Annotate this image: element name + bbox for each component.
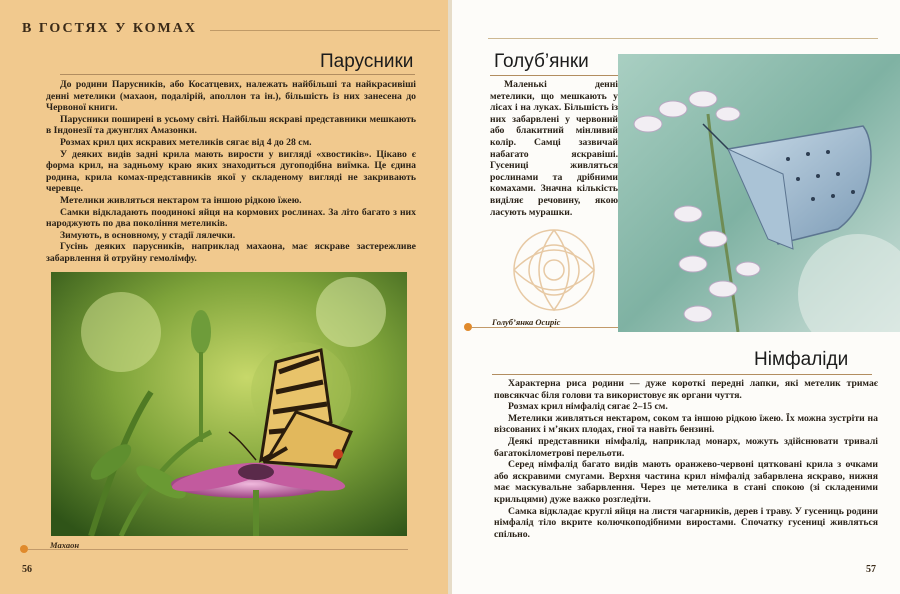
swallowtail-photo [51, 272, 407, 536]
paragraph: Розмах крил цих яскравих метеликів сягає від 4 до 28 см. [60, 136, 312, 148]
photo-caption: Махаон [50, 540, 80, 550]
parusnyky-text [46, 79, 416, 265]
paragraph: Метелики живляться нектаром та іншою рідкою їжею. [60, 194, 302, 206]
paragraph: Метелики живляться нектаром, соком та іншою рідкою їжею. Їх можна зустріти на візсованих і м’яких плодах, гної та навіть бензині. [494, 412, 878, 436]
paragraph: Маленькі денні метелики, що мешкають у лісах і на луках. Більшість із них забарвлені у червоний або блакитний мінливий колір. Самці зазвичай набагато яскравіші. Гусениці живляться рослинами та дрібними комахами. Значна кількість виділяє речовину, якою ласують мурашки. [490, 79, 618, 218]
section-rule [492, 374, 872, 375]
paragraph: Гусінь деяких парусників, наприклад махаона, має яскраве застережливе забарвлення й отруйну гемолімфу. [46, 241, 416, 264]
ornament-icon [494, 220, 614, 320]
paragraph: Парусники поширені в усьому світі. Найбільш яскраві представники мешкають в Індонезії та джунглях Амазонки. [46, 113, 416, 137]
page-number: 56 [22, 564, 32, 575]
paragraph: Зимують, в основному, у стадії лялечки. [60, 229, 236, 241]
caption-rule [472, 327, 618, 328]
section-rule [60, 74, 415, 75]
golubyanky-text [490, 79, 618, 218]
left-page [0, 0, 448, 594]
blue-butterfly-illustration [618, 54, 900, 332]
paragraph: Самки відкладають поодинокі яйця на кормових рослинах. За літо багато з них народжують по два покоління метеликів. [46, 206, 416, 230]
section-rule [490, 75, 618, 76]
paragraph: До родини Парусників, або Косатцевих, належать найбільші та найкрасивіші денні метелики (махаон, подалірій, аполлон та ін.), більшість із них занесена до Червоної книги. [46, 79, 416, 114]
paragraph: Деякі представники німфалід, наприклад монарх, можуть здійснювати тривалі багатокілометрові перельоти. [494, 435, 878, 459]
top-rule [488, 38, 878, 39]
photo-caption: Голуб’янка Осиріс [492, 317, 561, 327]
nimfalidy-text [494, 378, 878, 540]
page-number: 57 [866, 564, 876, 575]
paragraph: Самка відкладає круглі яйця на листя чагарників, дерев і траву. У гусениць родини німфалід тіло вкрите колючкоподібними виростами. Спочатку гусениці живляться спільно. [494, 505, 878, 540]
running-head: В ГОСТЯХ У КОМАХ [22, 21, 197, 36]
section-title-golubyanky: Голуб’янки [494, 51, 589, 72]
caption-bullet [464, 323, 472, 331]
blue-butterfly-photo [618, 54, 900, 332]
header-rule [210, 30, 440, 31]
section-title-nimfalidy: Німфаліди [754, 349, 849, 370]
paragraph: Розмах крил німфалід сягає 2–15 см. [508, 401, 668, 413]
paragraph: У деяких видів задні крила мають вирости у вигляді «хвостиків». Цікаво є форма крил, на задньому краю яких знаходиться дугоподібна виїмка. Це єдина родина, крила комах-представників якої у складеному вигляді не закривають черевце. [46, 148, 416, 195]
caption-bullet [20, 545, 28, 553]
section-title-parusnyky: Парусники [320, 51, 414, 72]
paragraph: Характерна риса родини — дуже короткі передні лапки, які метелик тримає повсякчас біля голови та використовує як органи чуття. [494, 378, 878, 401]
caption-rule [28, 549, 408, 550]
right-page [452, 0, 900, 594]
paragraph: Серед німфалід багато видів мають оранжево-червоні цятковані крила з очками або яскравими смугами. Верхня частина крил німфалід забарвлена яскраво, нижня має маскувальне забарвлення. Через це метелика в стані спокою (зі складеними крильцями) дуже важко розгледіти. [494, 459, 878, 505]
swallowtail-illustration [51, 272, 407, 536]
